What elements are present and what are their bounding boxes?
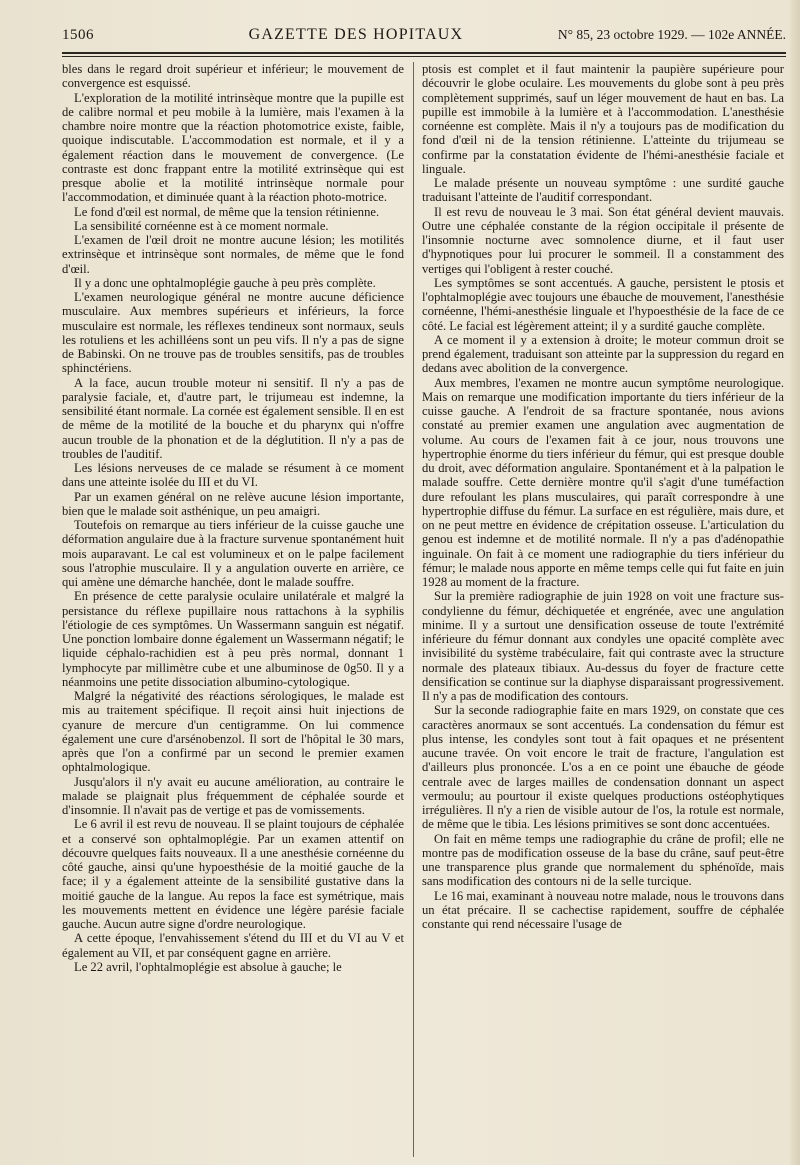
paragraph: Sur la première radiographie de juin 1928 on voit une fracture sus-condylienne du fémur, déchiquetée et engrénée, avec une angulation minime. Il y a surtout une densification osseuse de toute l'extrémité inférieure du fémur donnant aux condyles une opacité complète avec invisibilité du système trabéculaire, fait qui contraste avec la structure normale des plateaux tibiaux. Au-dessus du foyer de fracture cette densification se continue sur la diaphyse disparaissant progressivement. Il n'y a pas de modification des contours. <box>422 589 784 703</box>
paragraph: Malgré la négativité des réactions sérologiques, le malade est mis au traitement spécifique. Il reçoit ainsi huit injections de cyanure de mercure d'un centigramme. On lui commence également une cure d'arsénobenzol. Il sort de l'hôpital le 30 mars, après que l'on a confirmé par un second le premier examen ophtalmologique. <box>62 689 404 775</box>
paragraph: La sensibilité cornéenne est à ce moment normale. <box>74 218 329 233</box>
paragraph: L'examen neurologique général ne montre aucune déficience musculaire. Aux membres supérieurs et inférieurs, la force musculaire est normale, les réflexes tendineux sont normaux, seuls les rotuliens et les achilléens sont un peu vifs. Il n'y a pas de signe de Babinski. On ne trouve pas de troubles sensitifs, pas de troubles sphinctériens. <box>62 290 404 376</box>
paragraph: ptosis est complet et il faut maintenir la paupière supérieure pour découvrir le globe oculaire. Les mouvements du globe sont à peu près complètement supprimés, sauf un léger mouvement de haut en bas. La pupille est immobile à la lumière et à l'accommodation. L'anesthésie cornéenne est complète. Mais il n'y a toujours pas de modification du fond d'œil ni de la tension rétinienne. L'atteinte du trijumeau se confirme par la constatation évidente de l'hémi-anesthésie faciale et linguale. <box>422 62 784 176</box>
header-rule-thin <box>62 56 786 57</box>
paragraph: Le 6 avril il est revu de nouveau. Il se plaint toujours de céphalée et a conservé son ophtalmoplégie. Par un examen attentif on découvre quelques faits nouveaux. Il a une anesthésie cornéenne du côté gauche, ainsi qu'une hypoesthésie de la moitié gauche de la face; il y a également atteinte de la sensibilité gustative dans la moitié gauche de la langue. Au repos la face est symétrique, mais les mouvements mettent en évidence une légère parésie faciale gauche. Aucun autre signe d'ordre neurologique. <box>62 817 404 931</box>
page-header <box>62 20 786 50</box>
paragraph: A la face, aucun trouble moteur ni sensitif. Il n'y a pas de paralysie faciale, et, d'autre part, le trijumeau est indemne, la sensibilité étant normale. La cornée est également sensible. Il en est de même de la motilité de la bouche et du pharynx qui n'offre aucun trouble de la phonation et de la déglutition. Il n'y a pas de troubles de l'auditif. <box>62 375 404 461</box>
paragraph: Par un examen général on ne relève aucune lésion importante, bien que le malade soit asthénique, un peu amaigri. <box>62 489 404 518</box>
paragraph: Toutefois on remarque au tiers inférieur de la cuisse gauche une déformation angulaire due à la fracture survenue spontanément huit mois auparavant. Le cal est volumineux et on le palpe facilement sous l'atrophie musculaire. Il y a angulation ouverte en arrière, ce qui amène une démarche hanchée, dont le malade souffre. <box>62 518 404 589</box>
header-rule <box>62 52 786 54</box>
paragraph: bles dans le regard droit supérieur et inférieur; le mouvement de convergence est esquissé. <box>62 62 404 91</box>
page-edge <box>790 0 800 1165</box>
paragraph: Le malade présente un nouveau symptôme : une surdité gauche traduisant l'atteinte de l'auditif correspondant. <box>422 176 784 205</box>
paragraph: Aux membres, l'examen ne montre aucun symptôme neurologique. Mais on remarque une modification importante du tiers inférieur de la cuisse gauche. A l'endroit de sa fracture spontanée, nous avions constaté au premier examen une angulation avec augmentation de volume. Au cours de l'examen fait à ce jour, nous trouvons une hypertrophie énorme du tiers inférieur du fémur, qui est presque double du droit, avec déformation angulaire. Spontanément et à la palpation le malade souffre. Cette dernière montre qu'il s'agit d'une tuméfaction dure refoulant les plans musculaires, qui paraît correspondre à une hypertrophie diffuse du fémur. La surface en est régulière, mais dure, et on ne peut mettre en évidence de crépitation osseuse. L'articulation du genou est indemne et de motilité normale. Il n'y a pas d'adénopathie inguinale. On fait à ce moment une radiographie du tiers inférieur du fémur; le malade nous apporte en même temps celle qui fut faite en juin 1928 au moment de la fracture. <box>422 375 784 589</box>
paragraph: Jusqu'alors il n'y avait eu aucune amélioration, au contraire le malade se plaignait plus fréquemment de céphalée sourde et d'insomnie. Il n'avait pas de vertige et pas de vomissements. <box>62 774 404 817</box>
issue-info: N° 85, 23 octobre 1929. — 102e ANNÉE. <box>557 27 786 42</box>
page-number: 1506 <box>62 26 94 43</box>
left-column <box>62 62 404 1157</box>
paragraph: En présence de cette paralysie oculaire unilatérale et malgré la persistance du réflexe pupillaire nous rattachons à la syphilis l'étiologie de ces symptômes. Un Wassermann sanguin est négatif. Une ponction lombaire donne également un Wassermann négatif; le liquide céphalo-rachidien est à peu près normal, donnant 1 lymphocyte par millimètre cube et une albuminose de 0g50. Il y a néanmoins une petite dissociation albumino-cytologique. <box>62 589 404 689</box>
paragraph: On fait en même temps une radiographie du crâne de profil; elle ne montre pas de modification osseuse de la base du crâne, sauf peut-être une transparence plus grande que normalement du sphénoïde, mais sans modification des contours ni de la selle turcique. <box>422 831 784 889</box>
paragraph: Sur la seconde radiographie faite en mars 1929, on constate que ces caractères anormaux se sont accentués. La condensation du fémur est plus intense, les condyles sont tout à fait opaques et ne présentent aucune travée. On voit encore le trait de fracture, l'angulation est d'ailleurs plus prononcée. L'os a en ce point une ébauche de géode centrale avec de larges mailles de condensation donnant un aspect vermoulu; au pourtour il existe quelques productions ostéophytiques irrégulières. Il n'y a rien de visible autour de l'os, la rotule est normale, de même que le tibia. Les lésions primitives se sont donc accentuées. <box>422 703 784 832</box>
paragraph: Il y a donc une ophtalmoplégie gauche à peu près complète. <box>74 275 376 290</box>
paragraph: A cette époque, l'envahissement s'étend du III et du VI au V et également au VII, et par conséquent gagne en arrière. <box>62 931 404 960</box>
right-column <box>422 62 784 1157</box>
paragraph: Le 16 mai, examinant à nouveau notre malade, nous le trouvons dans un état précaire. Il se cachectise rapidement, souffre de céphalée constante qui rend nécessaire l'usage de <box>422 888 784 931</box>
paragraph: Les lésions nerveuses de ce malade se résument à ce moment dans une atteinte isolée du III et du VI. <box>62 461 404 490</box>
journal-title: GAZETTE DES HOPITAUX <box>248 26 464 43</box>
paragraph: L'examen de l'œil droit ne montre aucune lésion; les motilités extrinsèque et intrinsèque sont normales, de même que le fond d'œil. <box>62 233 404 276</box>
paragraph: Il est revu de nouveau le 3 mai. Son état général devient mauvais. Outre une céphalée constante de la région occipitale il présente de l'insomnie nocturne avec somnolence diurne, et il faut user d'hypnotiques pour lui procurer le sommeil. Il a constamment des vertiges qui l'obligent à rester couché. <box>422 204 784 276</box>
paragraph: Les symptômes se sont accentués. A gauche, persistent le ptosis et l'ophtalmoplégie avec toujours une ébauche de mouvement, l'anesthésie cornéenne, l'hémi-anesthésie linguale et l'hypoesthésie de la face de ce côté. Le facial est légèrement atteint; il y a surdité gauche complète. <box>422 275 784 333</box>
paragraph: Le 22 avril, l'ophtalmoplégie est absolue à gauche; le <box>74 959 342 974</box>
column-divider <box>413 62 414 1157</box>
paragraph: L'exploration de la motilité intrinsèque montre que la pupille est de calibre normal et peu mobile à la lumière, mais l'examen à la chambre noire montre que la réaction photomotrice existe, faible, quoique indiscutable. L'accommodation est normale, et il y a également réaction dans le mouvement de convergence. (Le contraste est donc frappant entre la motilité extrinsèque qui est presque abolie et la motilité intrinsèque normale pour l'accommodation, et diminuée quant à la réaction photo-motrice. <box>62 90 404 205</box>
paragraph: A ce moment il y a extension à droite; le moteur commun droit se prend également, traduisant son atteinte par la suppression du regard en dedans avec abolition de la convergence. <box>422 332 784 376</box>
paragraph: Le fond d'œil est normal, de même que la tension rétinienne. <box>74 204 380 219</box>
